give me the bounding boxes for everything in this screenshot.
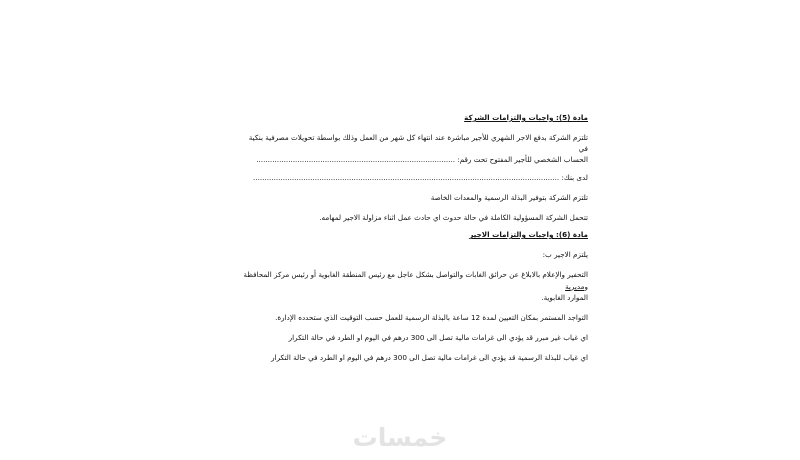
- article-5-salary-paragraph: [238, 132, 588, 165]
- article-5-heading: مادة (5): واجبات والتزامات الشركة: [464, 113, 588, 122]
- contract-text: [238, 112, 588, 372]
- obligation-item-fire-reporting: [238, 269, 588, 302]
- fire-reporting-text: التحفير والإعلام بالابلاغ عن حرائق الغابات والتواصل بشكل عاجل مع رئيس المنطقة الغابوية أو رئيس مركز المحافظة: [243, 270, 588, 280]
- uniform-paragraph: تلتزم الشركة بتوفير البذلة الرسمية والمعدات الخاصة: [430, 192, 588, 202]
- salary-line-1: تلتزم الشركة بدفع الاجر الشهري للأجير مباشرة عند انتهاء كل شهر من العمل وذلك بواسطة تحويلات مصرفية بنكية في: [248, 133, 588, 154]
- liability-paragraph: تتحمل الشركة المسؤولية الكاملة في حالة حدوث اي حادث عمل اثناء مزاولة الاجير لمهامه.: [319, 212, 588, 222]
- obligation-item-absence-penalty: اي غياب غير مبرر قد يؤدي الى غرامات مالية تصل الى 300 درهم في اليوم او الطرد في حالة التكرار: [288, 333, 588, 343]
- obligation-item-uniform-penalty: اي غياب للبذلة الرسمية قد يؤدي الى غرامات مالية تصل الى 300 درهم في اليوم او الطرد في حالة التكرار: [271, 353, 588, 363]
- bank-line: لدى بنك: ......................................................................................................................................: [253, 172, 588, 182]
- fire-reporting-line-2: الموارد الغابوية.: [541, 292, 588, 302]
- fire-reporting-underlined-word: ومديرية: [565, 281, 588, 291]
- fire-reporting-line-1: [238, 269, 588, 291]
- employee-obligations-intro: يلتزم الاجير ب:: [542, 250, 588, 260]
- obligation-item-presence: التواجد المستمر بمكان التعيين لمدة 12 ساعة بالبذلة الرسمية للعمل حسب التوقيت الذي ستحدده الإدارة.: [275, 312, 588, 322]
- khamsat-watermark: خمسات: [352, 423, 448, 452]
- article-6-heading: مادة (6): واجبات والتزامات الاجير: [469, 230, 588, 240]
- salary-line-2: الحساب الشخصي للأجير المفتوح تحت رقم: .......................................................................................: [256, 155, 588, 165]
